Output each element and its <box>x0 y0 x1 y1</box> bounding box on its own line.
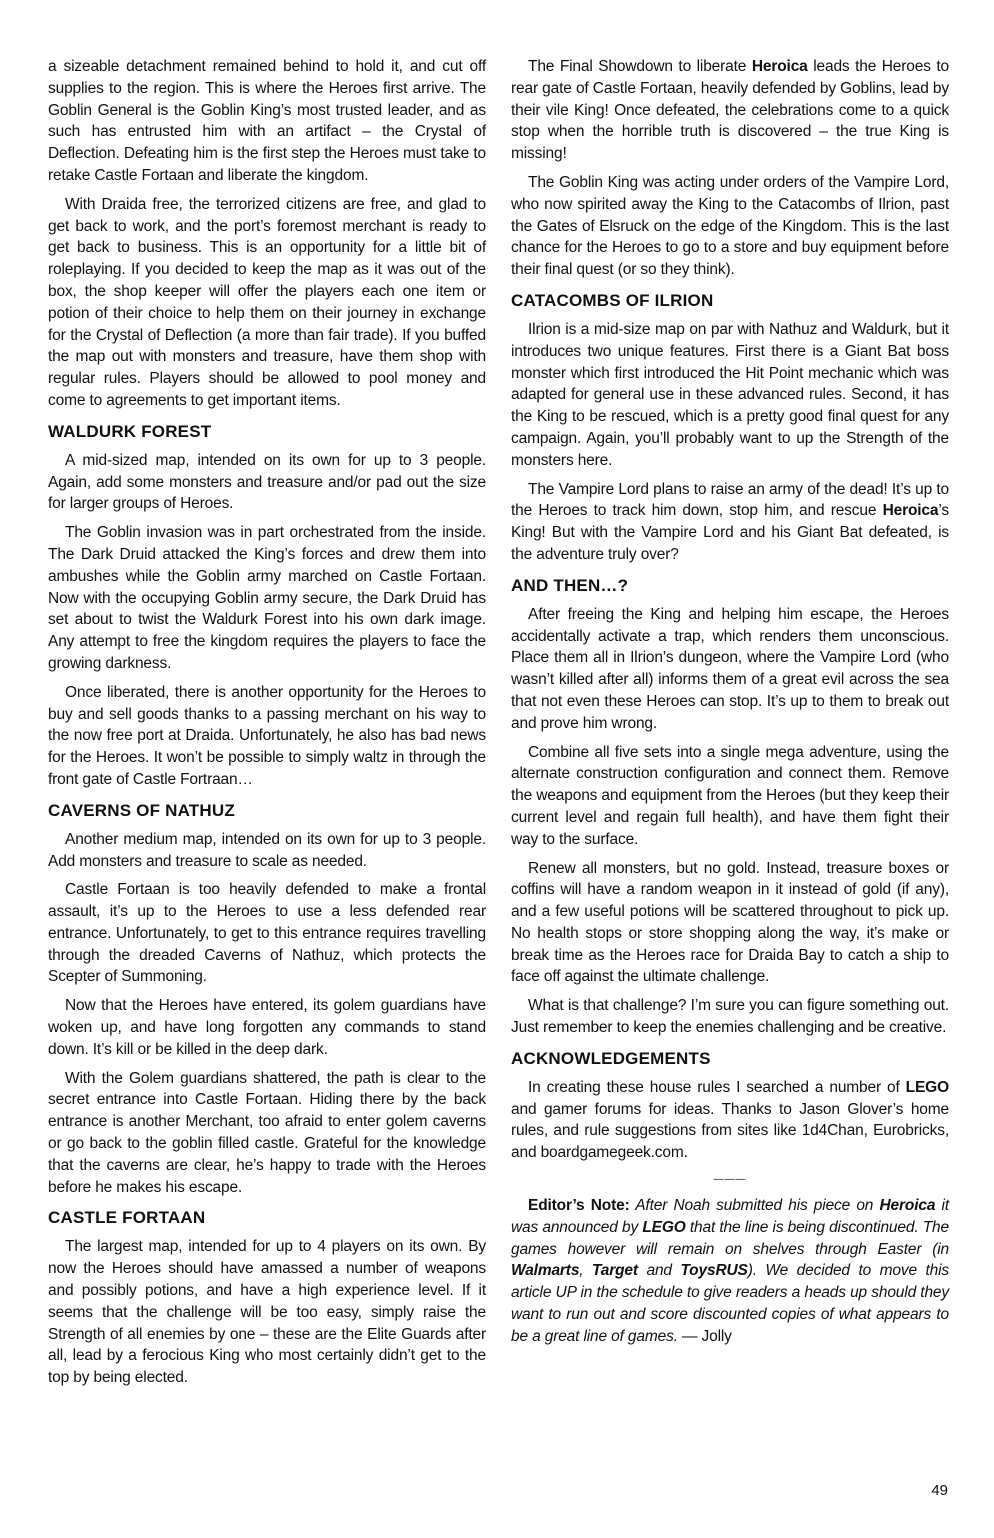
page-number: 49 <box>931 1482 948 1499</box>
paragraph: Another medium map, intended on its own for up to 3 people. Add monsters and treasure to scale as needed. <box>48 830 486 870</box>
right-column <box>511 56 949 1355</box>
paragraph: Castle Fortaan is too heavily defended to make a frontal assault, it’s up to the Heroes to use a less defended rear entrance. Unfortunately, to get to this entrance requires travelling through the dreaded Caverns of Nathuz, which protects the Scepter of Summoning. <box>48 881 486 986</box>
editors-note: Editor’s Note: After Noah submitted his piece on Heroica it was announced by LEGO that the line is being discontinued. The games however will remain on shelves through Easter (in Walmarts, Target and ToysRUS). We decided to move this article UP in the schedule to give readers a heads up should they want to run out and score discounted copies of what appears to be a great line of games. — Jolly <box>511 1197 950 1345</box>
paragraph: The largest map, intended for up to 4 players on its own. By now the Heroes should have amassed a number of weapons and possibly potions, and have a high experience level. If it seems that the challenge will be too easy, simply raise the Strength of all enemies by one – these are the Elite Guards after all, lead by a ferocious King who most certainly didn’t get to the top by being elected. <box>48 1238 486 1387</box>
section-heading-acknowledgements: ACKNOWLEDGEMENTS <box>511 1048 711 1068</box>
separator: ——— <box>713 1174 747 1186</box>
paragraph: The Final Showdown to liberate Heroica leads the Heroes to rear gate of Castle Fortaan, heavily defended by Goblins, lead by their vile King! Once defeated, the celebrations come to a quick stop when the horrible truth is discovered – the true King is missing! <box>511 58 949 163</box>
section-heading-waldurk: WALDURK FOREST <box>48 421 212 441</box>
paragraph: Ilrion is a mid-size map on par with Nathuz and Waldurk, but it introduces two unique features. First there is a Giant Bat boss monster which first introduced the Hit Point mechanic which was adapted for general use in these advanced rules. Second, it has the King to be rescued, which is a pretty good final quest for any campaign. Again, you’ll probably want to up the Strength of the monsters here. <box>511 320 949 469</box>
paragraph: With the Golem guardians shattered, the path is clear to the secret entrance into Castle Fortaan. Hiding there by the back entrance is another Merchant, too afraid to enter golem caverns or go back to the goblin filled castle. Grateful for the knowledge that the caverns are clear, he’s happy to trade with the Heroes before he makes his escape. <box>48 1069 486 1196</box>
paragraph: Now that the Heroes have entered, its golem guardians have woken up, and have long forgotten any commands to stand down. It’s kill or be killed in the deep dark. <box>48 997 486 1058</box>
paragraph: a sizeable detachment remained behind to hold it, and cut off supplies to the region. This is where the Heroes first arrive. The Goblin General is the Goblin King’s most trusted leader, and as such has entrusted him with an artifact – the Crystal of Deflection. Defeating him is the first step the Heroes must take to retake Castle Fortaan and liberate the kingdom. <box>48 58 486 184</box>
paragraph: Once liberated, there is another opportunity for the Heroes to buy and sell goods thanks to a passing merchant on his way to the now free port at Draida. Unfortunately, he also has bad news for the Heroes. It won’t be possible to simply waltz in through the front gate of Castle Fortraan… <box>48 683 486 788</box>
paragraph: Renew all monsters, but no gold. Instead, treasure boxes or coffins will have a random weapon in it instead of gold (if any), and a few useful potions will be scattered throughout to pick up. No health stops or store shopping along the way, it’s make or break time as the Heroes race for Draida Bay to catch a ship to face off against the ultimate challenge. <box>511 859 949 986</box>
paragraph: The Goblin invasion was in part orchestrated from the inside. The Dark Druid attacked the King’s forces and drew them into ambushes while the Goblin army marched on Castle Fortaan. Now with the occupying Goblin army secure, the Dark Druid has set about to twist the Waldurk Forest into his own dark image. Any attempt to free the kingdom requires the players to face the growing darkness. <box>48 524 486 672</box>
left-column <box>48 56 486 1396</box>
section-heading-nathuz: CAVERNS OF NATHUZ <box>48 800 235 820</box>
paragraph: What is that challenge? I’m sure you can figure something out. Just remember to keep the enemies challenging and be creative. <box>511 997 949 1037</box>
paragraph: Combine all five sets into a single mega adventure, using the alternate construction configuration and connect them. Remove the weapons and equipment from the Heroes (but they keep their current level and regain full health), and have them fight their way to the surface. <box>511 743 949 848</box>
section-heading-and-then: AND THEN…? <box>511 575 629 595</box>
paragraph: A mid-sized map, intended on its own for up to 3 people. Again, add some monsters and treasure and/or pad out the size for larger groups of Heroes. <box>48 451 486 513</box>
paragraph: In creating these house rules I searched a number of LEGO and gamer forums for ideas. Thanks to Jason Glover’s home rules, and rule suggestions from sites like 1d4Chan, Eurobricks, and boardgamegeek.com. <box>511 1078 949 1162</box>
section-heading-catacombs: CATACOMBS OF ILRION <box>511 290 714 310</box>
paragraph: The Vampire Lord plans to raise an army of the dead! It’s up to the Heroes to track him down, stop him, and rescue Heroica’s King! But with the Vampire Lord and his Giant Bat defeated, is the adventure truly over? <box>511 480 949 563</box>
section-heading-castle: CASTLE FORTAAN <box>48 1208 206 1228</box>
paragraph: With Draida free, the terrorized citizens are free, and glad to get back to work, and the port’s foremost merchant is ready to get back to business. This is an opportunity for a little bit of roleplaying. If you decided to keep the map as it was out of the box, the shop keeper will offer the players each one item or potion of their choice to help them on their journey in exchange for the Crystal of Deflection (a more than fair trade). If you buffed the map out with monsters and treasure, have them shop with regular rules. Players should be allowed to pool money and come to agreements to get important items. <box>48 195 486 409</box>
paragraph: The Goblin King was acting under orders of the Vampire Lord, who now spirited away the King to the Catacombs of Ilrion, past the Gates of Elsruck on the edge of the Kingdom. This is the last chance for the Heroes to go to a store and buy equipment before their final quest (or so they think). <box>511 173 949 279</box>
paragraph: After freeing the King and helping him escape, the Heroes accidentally activate a trap, which renders them unconscious. Place them all in Ilrion’s dungeon, where the Vampire Lord (who wasn’t killed after all) informs them of a great evil across the sea that not even these Heroes can stop. It’s up to them to break out and prove him wrong. <box>511 605 949 732</box>
